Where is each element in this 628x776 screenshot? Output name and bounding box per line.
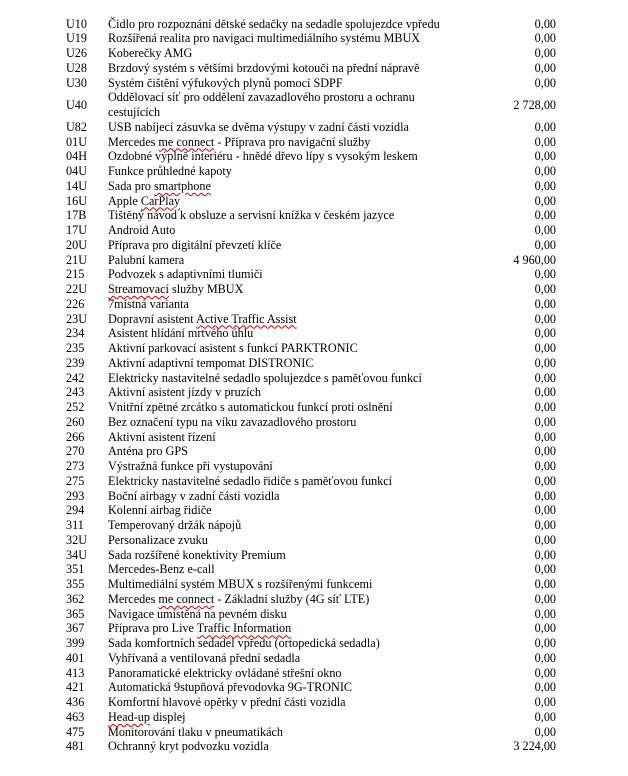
option-price: 0,00 xyxy=(534,488,556,503)
option-price: 0,00 xyxy=(534,400,556,414)
option-description xyxy=(108,666,458,681)
table-row xyxy=(0,90,628,119)
option-description xyxy=(108,518,458,533)
description-text: Boční airbagy v zadní části vozidla xyxy=(108,488,280,503)
option-price: 0,00 xyxy=(534,164,556,178)
option-description xyxy=(108,135,458,150)
description-text: Panoramatické elektricky ovládané střešní okno xyxy=(108,665,342,680)
option-description xyxy=(108,577,458,592)
option-description xyxy=(108,562,458,577)
description-text: Koberečky AMG xyxy=(108,46,193,60)
option-code: 21U xyxy=(66,252,87,267)
option-price: 0,00 xyxy=(534,606,556,621)
option-price: 2 728,00 xyxy=(513,97,556,112)
option-price: 0,00 xyxy=(534,31,556,46)
table-row xyxy=(0,548,628,563)
description-text: Mercedes xyxy=(108,591,159,606)
option-code: 14U xyxy=(66,178,87,193)
option-code: 351 xyxy=(66,562,85,577)
spellcheck-flagged-text: Active Traffic Assist xyxy=(196,311,297,326)
option-code: 243 xyxy=(66,385,85,400)
table-row xyxy=(0,385,628,400)
description-text: Aktivní asistent řízení xyxy=(108,429,216,444)
option-price: 0,00 xyxy=(534,518,556,532)
table-row xyxy=(0,577,628,592)
option-price: 0,00 xyxy=(534,680,556,695)
option-description xyxy=(108,356,458,371)
table-row xyxy=(0,503,628,518)
description-text: Bez označení typu na víku zavazadlového prostoru xyxy=(108,414,357,429)
description-text: Výstražná funkce při vystupování xyxy=(108,459,273,473)
description-text: Anténa pro GPS xyxy=(108,444,188,459)
option-price: 4 960,00 xyxy=(513,252,556,267)
option-code: 252 xyxy=(66,400,85,414)
description-text: Temperovaný držák nápojů xyxy=(108,518,242,532)
description-text: Tištěný návod k obsluze a servisní knížka v českém jazyce xyxy=(108,208,395,223)
table-row xyxy=(0,223,628,238)
description-text: Komfortní hlavové opěrky v přední části vozidla xyxy=(108,695,346,709)
table-row xyxy=(0,415,628,430)
option-code: 365 xyxy=(66,606,85,621)
table-row xyxy=(0,149,628,164)
option-code: 32U xyxy=(66,532,87,547)
table-row xyxy=(0,341,628,356)
option-description xyxy=(108,459,458,474)
table-row xyxy=(0,31,628,46)
table-row xyxy=(0,17,628,32)
option-price: 0,00 xyxy=(534,134,556,149)
option-code: 22U xyxy=(66,282,87,296)
option-code: 260 xyxy=(66,414,85,429)
table-row xyxy=(0,135,628,150)
option-price: 0,00 xyxy=(534,621,556,636)
table-row xyxy=(0,621,628,636)
description-text: Navigace umístěná na pevném disku xyxy=(108,606,287,621)
option-description xyxy=(108,326,458,341)
option-code: U28 xyxy=(66,60,87,75)
option-description xyxy=(108,607,458,622)
description-text: Čidlo pro rozpoznání dětské sedačky na sedadle spolujezdce vpředu xyxy=(108,16,440,31)
description-text: Mercedes xyxy=(108,134,159,149)
table-row xyxy=(0,651,628,666)
option-description xyxy=(108,680,458,695)
option-price: 0,00 xyxy=(534,223,556,237)
option-description xyxy=(108,179,458,194)
option-description xyxy=(108,297,458,312)
option-price: 0,00 xyxy=(534,208,556,223)
table-row xyxy=(0,179,628,194)
description-text: Aktivní parkovací asistent s funkcí PARKTRONIC xyxy=(108,341,358,355)
table-row xyxy=(0,607,628,622)
description-text: Asistent hlídání mrtvého úhlu xyxy=(108,326,254,341)
description-text: Monitorování tlaku v pneumatikách xyxy=(108,724,283,739)
table-row xyxy=(0,489,628,504)
description-text: Dopravní asistent xyxy=(108,311,197,326)
description-text: Sada komfortních sedadel vpředu (ortopedická sedadla) xyxy=(108,636,380,650)
table-row xyxy=(0,238,628,253)
table-row xyxy=(0,518,628,533)
table-row xyxy=(0,666,628,681)
option-code: 04H xyxy=(66,149,87,164)
option-price: 0,00 xyxy=(534,503,556,518)
option-description xyxy=(108,90,458,119)
option-description xyxy=(108,371,458,386)
option-price: 0,00 xyxy=(534,532,556,547)
table-row xyxy=(0,680,628,695)
spellcheck-flagged-text: Traffic Information xyxy=(196,621,292,636)
option-code: 294 xyxy=(66,503,85,518)
option-description xyxy=(108,651,458,666)
option-code: 17U xyxy=(66,223,87,237)
option-description xyxy=(108,312,458,327)
option-price: 0,00 xyxy=(534,547,556,562)
description-text: Palubní kamera xyxy=(108,252,185,267)
table-row xyxy=(0,430,628,445)
option-description xyxy=(108,533,458,548)
option-code: 04U xyxy=(66,164,87,178)
option-price: 0,00 xyxy=(534,473,556,488)
option-description xyxy=(108,253,458,268)
table-row xyxy=(0,326,628,341)
description-text: Brzdový systém s většími brzdovými kotouči na přední nápravě xyxy=(108,60,420,75)
option-code: U40 xyxy=(66,97,87,112)
table-row xyxy=(0,636,628,651)
option-description xyxy=(108,444,458,459)
option-code: 34U xyxy=(66,547,87,562)
option-code: 463 xyxy=(66,709,85,724)
description-text: Mercedes-Benz e-call xyxy=(108,562,215,577)
table-row xyxy=(0,253,628,268)
option-description xyxy=(108,223,458,238)
option-code: 16U xyxy=(66,193,87,208)
option-price: 0,00 xyxy=(534,355,556,370)
option-price: 0,00 xyxy=(534,695,556,709)
description-text: Elektricky nastavitelné sedadlo řidiče s paměťovou funkcí xyxy=(108,473,393,488)
option-price: 0,00 xyxy=(534,326,556,341)
option-code: U19 xyxy=(66,31,87,46)
option-description xyxy=(108,474,458,489)
spellcheck-flagged-text: Streamovací xyxy=(108,282,169,296)
option-price: 0,00 xyxy=(534,665,556,680)
option-description xyxy=(108,267,458,282)
option-price: 0,00 xyxy=(534,591,556,606)
option-description xyxy=(108,725,458,740)
option-price: 0,00 xyxy=(534,75,556,90)
option-price: 0,00 xyxy=(534,429,556,444)
table-row xyxy=(0,282,628,297)
option-description xyxy=(108,120,458,135)
table-row xyxy=(0,444,628,459)
option-code: U82 xyxy=(66,119,87,134)
option-description xyxy=(108,636,458,651)
option-price: 0,00 xyxy=(534,282,556,296)
option-price: 0,00 xyxy=(534,119,556,134)
option-description xyxy=(108,46,458,61)
option-code: 436 xyxy=(66,695,85,709)
table-row xyxy=(0,61,628,76)
option-code: 311 xyxy=(66,518,84,532)
option-code: 23U xyxy=(66,311,87,326)
option-code: 17B xyxy=(66,208,87,223)
table-row xyxy=(0,208,628,223)
option-price: 0,00 xyxy=(534,370,556,385)
option-price: 0,00 xyxy=(534,650,556,665)
option-price: 0,00 xyxy=(534,16,556,31)
spellcheck-flagged-text: me connect xyxy=(158,134,215,149)
description-text: Automatická 9stupňová převodovka 9G-TRONIC xyxy=(108,680,353,695)
description-text: Vnitřní zpětné zrcátko s automatickou funkcí proti oslnění xyxy=(108,400,393,414)
option-price: 0,00 xyxy=(534,636,556,650)
spellcheck-flagged-text: smartphone xyxy=(154,178,211,193)
option-code: 362 xyxy=(66,591,85,606)
option-description xyxy=(108,61,458,76)
option-code: U10 xyxy=(66,16,87,31)
option-description xyxy=(108,489,458,504)
option-description xyxy=(108,503,458,518)
option-description xyxy=(108,149,458,164)
option-description xyxy=(108,17,458,32)
option-price: 3 224,00 xyxy=(513,739,556,754)
description-text: Ochranný kryt podvozku vozidla xyxy=(108,739,269,754)
option-code: 266 xyxy=(66,429,85,444)
option-code: 239 xyxy=(66,355,85,370)
option-price: 0,00 xyxy=(534,60,556,75)
option-description xyxy=(108,208,458,223)
option-code: U26 xyxy=(66,46,87,60)
option-price: 0,00 xyxy=(534,149,556,164)
option-code: 399 xyxy=(66,636,85,650)
table-row xyxy=(0,474,628,489)
option-price: 0,00 xyxy=(534,193,556,208)
table-row xyxy=(0,725,628,740)
table-row xyxy=(0,400,628,415)
option-description xyxy=(108,430,458,445)
description-text: Sada pro xyxy=(108,178,155,193)
description-text: Systém čištění výfukových plynů pomocí SDPF xyxy=(108,75,343,90)
option-description xyxy=(108,548,458,563)
option-description xyxy=(108,400,458,415)
table-row xyxy=(0,120,628,135)
option-price: 0,00 xyxy=(534,385,556,400)
option-code: U30 xyxy=(66,75,87,90)
table-row xyxy=(0,297,628,312)
option-description xyxy=(108,341,458,356)
description-text: - Základní služby (4G síť LTE) xyxy=(214,591,370,606)
option-price: 0,00 xyxy=(534,577,556,591)
table-row xyxy=(0,739,628,754)
table-row xyxy=(0,533,628,548)
description-text: Kolenní airbag řidiče xyxy=(108,503,212,518)
table-row xyxy=(0,562,628,577)
description-text: Příprava pro Live xyxy=(108,621,197,636)
spellcheck-flagged-text: CarPlay xyxy=(140,193,181,208)
description-text: Oddělovací síť pro oddělení zavazadlového prostoru a ochranu cestujících xyxy=(108,90,415,119)
option-description xyxy=(108,621,458,636)
description-text: Vyhřívaná a ventilovaná přední sedadla xyxy=(108,650,301,665)
option-description xyxy=(108,592,458,607)
option-description xyxy=(108,164,458,179)
description-text: Podvozek s adaptivními tlumiči xyxy=(108,267,263,282)
option-code: 235 xyxy=(66,341,85,355)
option-price: 0,00 xyxy=(534,562,556,577)
option-code: 413 xyxy=(66,665,85,680)
option-description xyxy=(108,76,458,91)
table-row xyxy=(0,592,628,607)
option-code: 367 xyxy=(66,621,85,636)
table-row xyxy=(0,46,628,61)
option-code: 215 xyxy=(66,267,85,282)
table-row xyxy=(0,76,628,91)
option-price: 0,00 xyxy=(534,709,556,724)
option-price: 0,00 xyxy=(534,341,556,355)
option-description xyxy=(108,710,458,725)
table-row xyxy=(0,356,628,371)
description-text: Aktivní adaptivní tempomat DISTRONIC xyxy=(108,355,314,370)
option-price: 0,00 xyxy=(534,237,556,252)
table-row xyxy=(0,695,628,710)
table-row xyxy=(0,312,628,327)
option-code: 273 xyxy=(66,459,85,473)
description-text: Android Auto xyxy=(108,223,176,237)
description-text: Aktivní asistent jízdy v pruzích xyxy=(108,385,261,400)
option-code: 355 xyxy=(66,577,85,591)
option-code: 401 xyxy=(66,650,85,665)
option-price: 0,00 xyxy=(534,311,556,326)
table-row xyxy=(0,267,628,282)
option-code: 234 xyxy=(66,326,85,341)
option-code: 421 xyxy=(66,680,85,695)
description-text: 7místná varianta xyxy=(108,296,189,311)
description-text: Příprava pro digitální převzetí klíče xyxy=(108,237,282,252)
option-price: 0,00 xyxy=(534,267,556,282)
option-price: 0,00 xyxy=(534,414,556,429)
option-code: 270 xyxy=(66,444,85,459)
option-description xyxy=(108,415,458,430)
option-description xyxy=(108,385,458,400)
description-text: displej xyxy=(149,709,186,724)
option-description xyxy=(108,194,458,209)
option-price: 0,00 xyxy=(534,724,556,739)
table-row xyxy=(0,164,628,179)
option-price: 0,00 xyxy=(534,296,556,311)
option-description xyxy=(108,695,458,710)
table-row xyxy=(0,459,628,474)
description-text: Funkce průhledné kapoty xyxy=(108,164,232,178)
option-description xyxy=(108,739,458,754)
option-description xyxy=(108,238,458,253)
description-text: USB nabíjecí zásuvka se dvěma výstupy v zadní části vozidla xyxy=(108,119,409,134)
description-text: Rozšířená realita pro navigaci multimediálního systému MBUX xyxy=(108,31,421,46)
table-row xyxy=(0,194,628,209)
option-code: 20U xyxy=(66,237,87,252)
spellcheck-flagged-text: me connect xyxy=(158,591,215,606)
option-code: 481 xyxy=(66,739,85,754)
option-price: 0,00 xyxy=(534,46,556,60)
option-code: 475 xyxy=(66,724,85,739)
table-row xyxy=(0,710,628,725)
option-price: 0,00 xyxy=(534,178,556,193)
option-description xyxy=(108,282,458,297)
option-price: 0,00 xyxy=(534,459,556,473)
option-code: 242 xyxy=(66,370,85,385)
option-code: 01U xyxy=(66,134,87,149)
table-row xyxy=(0,371,628,386)
description-text: Ozdobné výplně interiéru - hnědé dřevo lípy s vysokým leskem xyxy=(108,149,418,164)
option-description xyxy=(108,31,458,46)
description-text: - Příprava pro navigační služby xyxy=(214,134,371,149)
description-text: Personalizace zvuku xyxy=(108,532,208,547)
description-text: Multimediální systém MBUX s rozšířenými funkcemi xyxy=(108,577,373,591)
description-text: Sada rozšířené konektivity Premium xyxy=(108,547,286,562)
option-code: 275 xyxy=(66,473,85,488)
description-text: Apple xyxy=(108,193,141,208)
option-code: 293 xyxy=(66,488,85,503)
option-price: 0,00 xyxy=(534,444,556,459)
option-code: 226 xyxy=(66,296,85,311)
spellcheck-flagged-text: Head-up xyxy=(108,709,150,724)
description-text: služby MBUX xyxy=(168,282,244,296)
description-text: Elektricky nastavitelné sedadlo spolujezdce s paměťovou funkcí xyxy=(108,370,422,385)
